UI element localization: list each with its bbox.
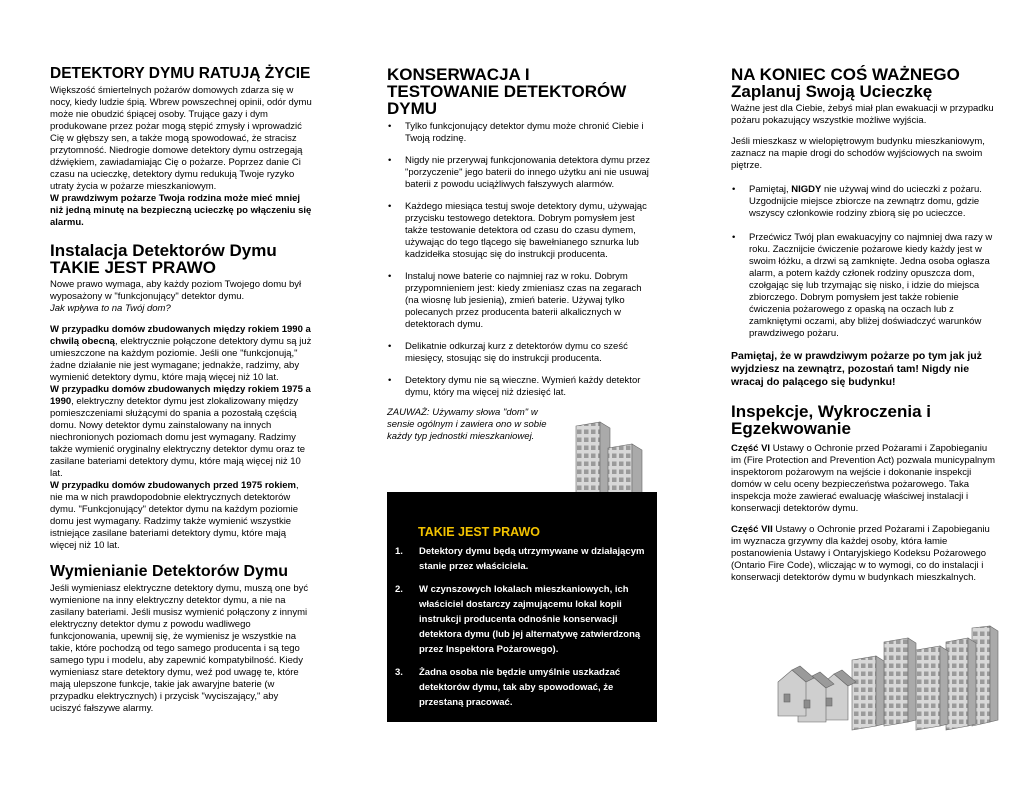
part-vi-label: Część VI [731, 443, 771, 454]
homes-1975-text: , elektryczny detektor dymu jest zlokalizowany między pomieszczeniami służącymi do spania a pozostałą częścią domu. Nowy detektor dymu zainstalowany na innych niechronionych poziomach domu jest wymagany. Radzimy także wymienić oryginalny elektryczny detektor dymu oraz te zasilane bateriami detektory dymu, które mają więcej niż 10 lat. [50, 396, 306, 479]
law-item [395, 665, 649, 710]
law-item-text: Żadna osoba nie będzie umyślnie uszkadzać detektorów dymu, tak aby spowodować, że przestaną pracować. [419, 667, 621, 708]
section-title-save-lives: DETEKTORY DYMU RATUJĄ ŻYCIE [50, 65, 311, 82]
homes-1975-lead: W przypadku domów zbudowanych między rokiem 1975 a 1990 [50, 384, 311, 407]
law-item-number: 1. [395, 546, 403, 557]
homes-pre-1975-paragraph [50, 480, 312, 552]
homes-1990-lead: W przypadku domów zbudowanych między rokiem 1990 a chwilą obecną [50, 324, 311, 347]
bullet-text-pre: Pamiętaj, [749, 184, 792, 195]
list-item: • Każdego miesiąca testuj swoje detektory dymu, używając przycisku testowego detektora. Dobrym pomysłem jest także testowanie detektora od czasu do czasu dymem, używając do tego tlącego się bawełnianego sznurka lub kadzidełka stosując się do instrukcji producenta. [387, 201, 657, 261]
section-title-finally: NA KONIEC COŚ WAŻNEGO [731, 65, 960, 84]
part-vi-text: Ustawy o Ochronie przed Pożarami i Zapobieganiu im (Fire Protection and Prevention Act) pozwala municypalnym inspektorom pożarowym na wejście i dokonanie inspekcji domów w celu oceny bezpieczeństwa pożarowego. Taka inspekcja może zawierać ewaluację właściwej instalacji i konserwacji detektorów dymu. [731, 443, 996, 514]
homes-1990-text: , elektrycznie połączone detektory dymu są już umieszczone na każdym poziomie. Jeśli one "funkcjonują," żadne działanie nie jest wymagane; jednakże, radzimy, aby wymienić detektory dymu, które mają więcej niż 10 lat. [50, 336, 312, 383]
law-box-title: TAKIE JEST PRAWO [418, 525, 541, 539]
part-vii-paragraph [731, 524, 999, 584]
bullet-text-emphasis: NIGDY [791, 184, 822, 195]
stay-outside-warning: Pamiętaj, że w prawdziwym pożarze po tym jak już wyjdziesz na zewnątrz, pozostań tam! Nigdy nie wracaj do palącego się budynku! [731, 350, 982, 388]
list-item: • Detektory dymu nie są wieczne. Wymień każdy detektor dymu, który ma więcej niż dziesięć lat. [387, 375, 657, 399]
law-item-text: W czynszowych lokalach mieszkaniowych, ich właściciel dostarczy zajmującemu lokal kopii instrukcji producenta odnośnie konserwacji detektora dymu (lub jej alternatywę zatwierdzoną przez Inspektora Pożarowego). [419, 584, 641, 655]
list-item [731, 184, 999, 220]
section-title-maintenance-3: DYMU [387, 99, 438, 118]
law-box [387, 492, 657, 722]
part-vii-text: Ustawy o Ochronie przed Pożarami i Zapobieganiu im wyznacza grzywny dla każdej osoby, która łamie postanowienia Ustawy i Ontaryjskiego Kodeksu Pożarowego (Ontario Fire Code), wliczając w to wymogi, co do instalacji i konserwacji detektorów dymu w budynkach mieszkalnych. [731, 524, 990, 583]
list-item: • Nigdy nie przerywaj funkcjonowania detektora dymu przez "porzyczenie" jego baterii do innego użytku ani nie usuwaj baterii z powodu uciążliwych fałszywych alarmów. [387, 155, 657, 191]
home-definition-note: ZAUWAŻ: Używamy słowa "dom" w sensie ogólnym i zawiera ono w sobie każdy typ jednostki mieszkaniowej. [387, 407, 547, 442]
list-item: • Instaluj nowe baterie co najmniej raz w roku. Dobrym przypomnieniem jest: kiedy zmieniasz czas na zegarach (na wiosnę lub jesienią), zmień baterie. Używaj tylko polecanych przez producenta baterii alkalicznych w detektorach dymu. [387, 271, 657, 331]
escape-intro: Ważne jest dla Ciebie, żebyś miał plan ewakuacji w przypadku pożaru pokazujący wszystkie możliwe wyjścia. [731, 103, 994, 126]
column-escape-plan [731, 66, 999, 584]
section-title-installation: Instalacja Detektorów Dymu [50, 241, 277, 260]
section-title-replacing: Wymienianie Detektorów Dymu [50, 563, 288, 580]
law-item-number: 2. [395, 584, 403, 595]
homes-1975-paragraph [50, 384, 312, 480]
list-item: • Przećwicz Twój plan ewakuacyjny co najmniej dwa razy w roku. Zacznijcie ćwiczenie pożarowe kiedy każdy jest w swoim łóżku, a drzwi są zamknięte. Jedna osoba ogłasza alarm, a potem każdy członek rodziny opuszcza dom, czołgając się lub trzymając się nisko, i idzie do miejsca zbiorczego. Dobrym pomysłem jest także robienie ćwiczenia pożarowego z opaską na oczach lub z zamkniętymi oczami, aby bliżej doświadczyć warunków prawdziwego pożaru. [731, 232, 999, 340]
section-title-maintenance-1: KONSERWACJA I [387, 65, 530, 84]
bullet-text-post: nie używaj wind do ucieczki z pożaru. Uzgodnijcie miejsce zbiorcze na zewnątrz domu, gdzie wszyscy członkowie rodziny zbiorą się po ucieczce. [749, 184, 982, 219]
apartment-note: Jeśli mieszkasz w wielopiętrowym budynku mieszkaniowym, zaznacz na mapie drogi do schodów wyjściowych na swoim piętrze. [731, 136, 985, 171]
save-lives-text: Większość śmiertelnych pożarów domowych zdarza się w nocy, kiedy ludzie śpią. Wbrew powszechnej opinii, odór dymu może nie obudzić śpiącej osoby. Trujące gazy i dym produkowane przez pożar mogą stępić zmysły i wprowadzić Cię w głębszy sen, a także mogą spowodować, że stracisz przytomność. Niedrogie domowe detektory dymu ostrzegają dźwiękiem, zawiadamiając Cię o pożarze. Poprzez danie Ci czasu na ucieczkę, detektory dymu redukują Twoje ryzyko utraty życia w pożarze mieszkaniowym. [50, 85, 312, 192]
save-lives-warning: W prawdziwym pożarze Twoja rodzina może mieć mniej niż jedną minutę na bezpieczną ucieczkę po włączeniu się alarmu. [50, 193, 312, 228]
part-vi-paragraph [731, 443, 999, 515]
column-smoke-alarms-save-lives [50, 66, 312, 715]
section-subtitle-the-law: TAKIE JEST PRAWO [50, 258, 216, 277]
section-title-escape-plan: Zaplanuj Swoją Ucieczkę [731, 82, 933, 101]
column-maintenance-testing [387, 66, 657, 443]
section-title-inspections-1: Inspekcje, Wykroczenia i [731, 402, 931, 421]
city-skyline-illustration [776, 622, 1004, 732]
replacing-text: Jeśli wymieniasz elektryczne detektory dymu, muszą one być wymienione na inny elektryczny detektor dymu, a nie na zasilany bateriami. Jeśli musisz wymienić połączony z innymi elektryczny detektor dymu z powodu wadliwego funkcjonowania, upewnij się, że wymienisz je wszystkie na takie, które pochodzą od tego samego producenta i są tego samego typu i modelu, aby zapewnić kompatybilność. Kiedy wymieniasz stare detektory dymu, weź pod uwagę te, które mają ulepszone funkcje, takie jak awaryjne baterie (w przypadku elektrycznych) i przycisk "wyciszający," aby uciszyć fałszywe alarmy. [50, 583, 309, 714]
homes-pre-1975-lead: W przypadku domów zbudowanych przed 1975 rokiem [50, 480, 296, 491]
homes-pre-1975-text: , nie ma w nich prawdopodobnie elektrycznych detektorów dymu. "Funkcjonujący" detektor dymu na każdym poziomie domu jest wymagany. Radzimy także wymienić wszystkie istniejące zasilane bateriami detektory dymu, które mają więcej niż 10 lat. [50, 480, 299, 551]
law-item-text: Detektory dymu będą utrzymywane w działającym stanie przez właściciela. [419, 546, 645, 572]
escape-bullet-list [731, 184, 999, 340]
law-list [395, 544, 649, 718]
section-title-maintenance-2: TESTOWANIE DETEKTORÓW [387, 82, 627, 101]
maintenance-bullet-list [387, 121, 657, 399]
homes-1990-paragraph [50, 324, 312, 384]
law-item [395, 582, 649, 657]
section-title-inspections-2: Egzekwowanie [731, 419, 851, 438]
list-item: • Delikatnie odkurzaj kurz z detektorów dymu co sześć miesięcy, stosując się do instrukcji producenta. [387, 341, 657, 365]
installation-question: Jak wpływa to na Twój dom? [50, 303, 171, 314]
law-item [395, 544, 649, 574]
installation-intro: Nowe prawo wymaga, aby każdy poziom Twojego domu był wyposażony w "funkcjonujący" detektor dymu. [50, 279, 302, 302]
list-item: • Tylko funkcjonujący detektor dymu może chronić Ciebie i Twoją rodzinę. [387, 121, 657, 145]
part-vii-label: Część VII [731, 524, 773, 535]
law-item-number: 3. [395, 667, 403, 678]
